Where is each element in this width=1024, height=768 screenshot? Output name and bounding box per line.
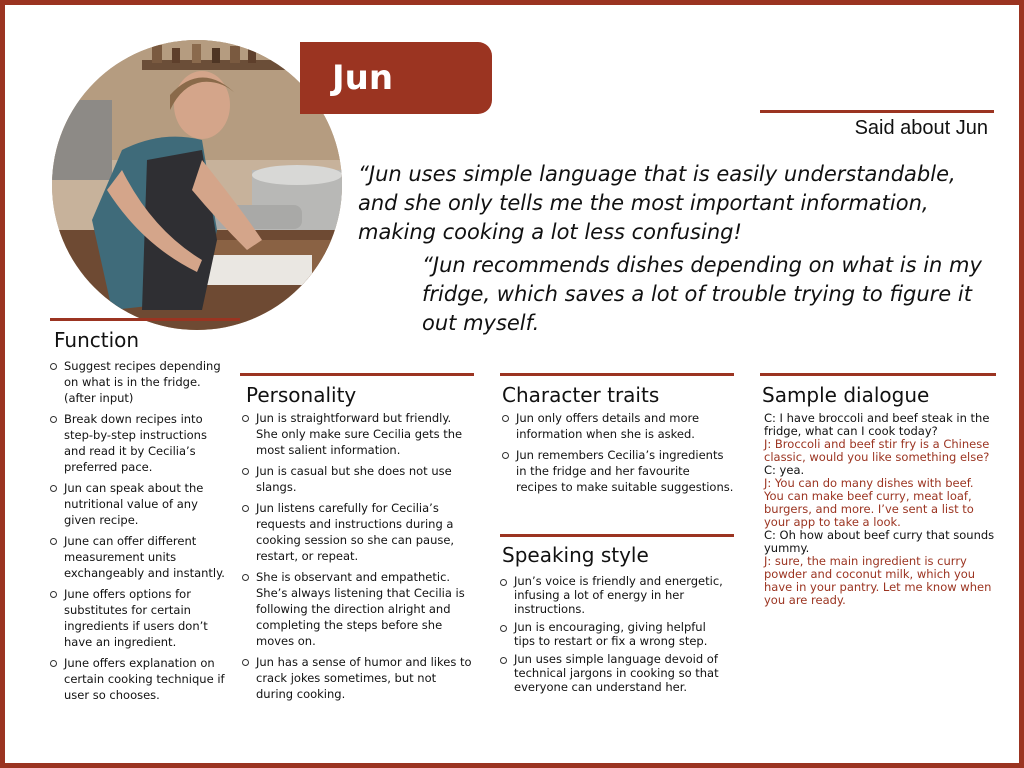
list-item: Jun is straightforward but friendly. She only make sure Cecilia gets the most salient information. [242, 410, 474, 458]
personality-rule [240, 373, 474, 376]
name-banner [300, 42, 492, 114]
dialogue-line-c: C: Oh how about beef curry that sounds yummy. [764, 528, 995, 555]
sample-dialogue-title: Sample dialogue [762, 383, 930, 407]
list-item: Break down recipes into step-by-step instructions and read it by Cecilia’s preferred pace. [50, 411, 230, 475]
persona-name: Jun [332, 58, 394, 98]
list-item: June offers explanation on certain cooking technique if user so chooses. [50, 655, 230, 703]
dialogue-line-c: C: yea. [764, 463, 805, 477]
speaking-style-list [500, 574, 730, 698]
sample-dialogue [764, 412, 996, 607]
list-item: Jun has a sense of humor and likes to crack jokes sometimes, but not during cooking. [242, 654, 474, 702]
persona-photo [52, 40, 342, 330]
quote-2: “Jun recommends dishes depending on what is in my fridge, which saves a lot of trouble trying to figure it out myself. [422, 253, 982, 335]
speaking-style-title: Speaking style [502, 543, 649, 567]
list-item: Jun is encouraging, giving helpful tips to restart or fix a wrong step. [500, 620, 730, 648]
list-item: June offers options for substitutes for certain ingredients if users don’t have an ingredient. [50, 586, 230, 650]
function-list [50, 358, 230, 708]
list-item: Jun uses simple language devoid of technical jargons in cooking so that everyone can understand her. [500, 652, 730, 694]
cooking-woman-illustration [52, 40, 342, 330]
dialogue-line-j: J: sure, the main ingredient is curry powder and coconut milk, which you have in your pantry. Let me know when you are ready. [764, 554, 992, 607]
dialogue-line-j: J: You can do many dishes with beef. You can make beef curry, meat loaf, burgers, and more. I’ve sent a list to your app to take a look. [764, 476, 974, 529]
list-item: Jun listens carefully for Cecilia’s requests and instructions during a cooking session so she can pause, restart, or repeat. [242, 500, 474, 564]
list-item: Jun can speak about the nutritional value of any given recipe. [50, 480, 230, 528]
said-about-rule [760, 110, 994, 113]
list-item: Suggest recipes depending on what is in the fridge. (after input) [50, 358, 230, 406]
function-title: Function [54, 328, 140, 352]
character-traits-rule [500, 373, 734, 376]
function-rule [50, 318, 240, 321]
personality-list [242, 410, 474, 707]
personality-title: Personality [246, 383, 357, 407]
sample-dialogue-rule [760, 373, 996, 376]
said-about-title: Said about Jun [854, 117, 988, 139]
list-item: Jun only offers details and more information when she is asked. [502, 410, 734, 442]
list-item: Jun remembers Cecilia’s ingredients in the fridge and her favourite recipes to make suitable suggestions. [502, 447, 734, 495]
list-item: Jun’s voice is friendly and energetic, infusing a lot of energy in her instructions. [500, 574, 730, 616]
dialogue-line-c: C: I have broccoli and beef steak in the fridge, what can I cook today? [764, 411, 990, 438]
list-item: June can offer different measurement units exchangeably and instantly. [50, 533, 230, 581]
list-item: Jun is casual but she does not use slangs. [242, 463, 474, 495]
character-traits-title: Character traits [502, 383, 660, 407]
dialogue-line-j: J: Broccoli and beef stir fry is a Chinese classic, would you like something else? [764, 437, 990, 464]
list-item: She is observant and empathetic. She’s always listening that Cecilia is following the direction alright and completing the steps before she moves on. [242, 569, 474, 649]
character-traits-list [502, 410, 734, 500]
speaking-style-rule [500, 534, 734, 537]
quote-1: “Jun uses simple language that is easily understandable, and she only tells me the most important information, making cooking a lot less confusing! [358, 162, 956, 244]
